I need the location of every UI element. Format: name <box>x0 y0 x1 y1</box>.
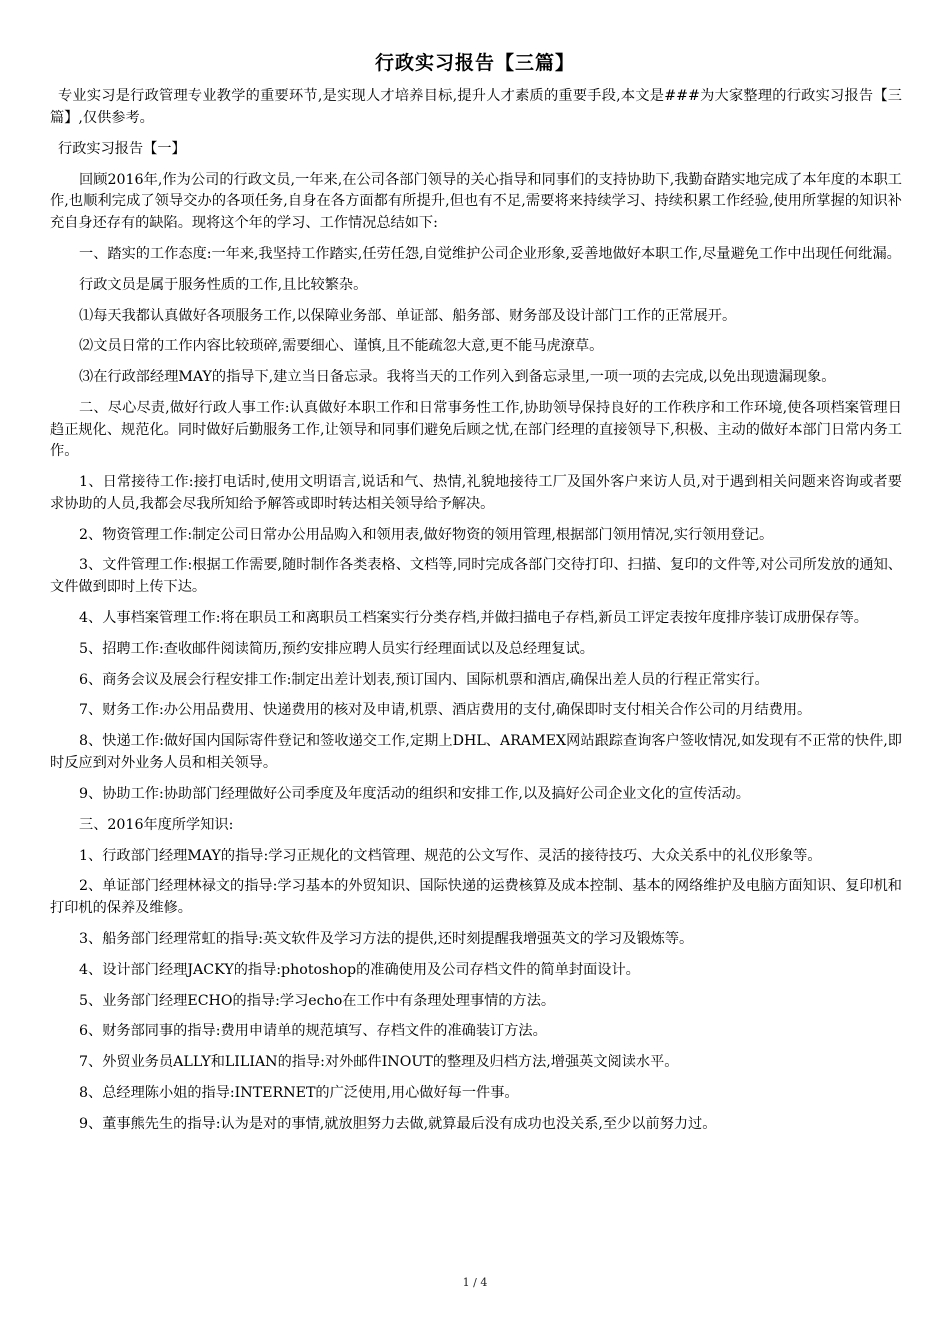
body-paragraph: 9、协助工作:协助部门经理做好公司季度及年度活动的组织和安排工作,以及搞好公司企业文化的宣传活动。 <box>79 785 750 802</box>
body-paragraph: 7、财务工作:办公用品费用、快递费用的核对及申请,机票、酒店费用的支付,确保即时支付相关合作公司的月结费用。 <box>79 702 812 719</box>
body-paragraph: 8、快递工作:做好国内国际寄件登记和签收递交工作,定期上DHL、ARAMEX网站跟踪查询客户签收情况,如发现有不正常的快件,即时反应到对外业务人员和相关领导。 <box>50 733 902 771</box>
body-paragraph: 1、日常接待工作:接打电话时,使用文明语言,说话和气、热情,礼貌地接待工厂及国外客户来访人员,对于遇到相关问题来咨询或者要求协助的人员,我都会尽我所知给予解答或即时转达相关领导给予解决。 <box>50 474 902 512</box>
body-paragraph: 2、单证部门经理林禄文的指导:学习基本的外贸知识、国际快递的运费核算及成本控制、基本的网络维护及电脑方面知识、复印机和打印机的保养及维修。 <box>50 878 902 916</box>
body-paragraph: ⑴每天我都认真做好各项服务工作,以保障业务部、单证部、船务部、财务部及设计部门工作的正常展开。 <box>79 307 737 324</box>
body-paragraph: ⑵文员日常的工作内容比较琐碎,需要细心、谨慎,且不能疏忽大意,更不能马虎潦草。 <box>79 338 604 355</box>
section-subtitle: 行政实习报告【一】 <box>58 141 186 157</box>
body-paragraph: 4、人事档案管理工作:将在职员工和离职员工档案实行分类存档,并做扫描电子存档,新员工评定表按年度排序装订成册保存等。 <box>79 609 868 626</box>
body-paragraph: 二、尽心尽责,做好行政人事工作:认真做好本职工作和日常事务性工作,协助领导保持良好的工作秩序和工作环境,使各项档案管理日趋正规化、规范化。同时做好后勤服务工作,让领导和同事们避免后顾之忧,在部门经理的直接领导下,积极、主动的做好本部门日常内务工作。 <box>50 400 902 460</box>
body-paragraph: 回顾2016年,作为公司的行政文员,一年来,在公司各部门领导的关心指导和同事们的支持协助下,我勤奋踏实地完成了本年度的本职工作,也顺利完成了领导交办的各项任务,自身在各方面都有所提升,但也有不足,需要将来持续学习、持续积累工作经验,使用所掌握的知识补充自身还存有的缺陷。现将这个年的学习、工作情况总结如下: <box>50 171 902 231</box>
body-paragraph: 一、踏实的工作态度:一年来,我坚持工作踏实,任劳任怨,自觉维护公司企业形象,妥善地做好本职工作,尽量避免工作中出现任何纰漏。 <box>79 245 901 262</box>
page-number: 1 / 4 <box>462 1276 488 1289</box>
body-paragraph: 1、行政部门经理MAY的指导:学习正规化的文档管理、规范的公文写作、灵活的接待技巧、大众关系中的礼仪形象等。 <box>79 847 822 864</box>
body-paragraph: 3、船务部门经理常虹的指导:英文软件及学习方法的提供,还时刻提醒我增强英文的学习及锻炼等。 <box>79 930 694 947</box>
body-paragraph: 行政文员是属于服务性质的工作,且比较繁杂。 <box>79 276 368 293</box>
body-paragraph: 3、文件管理工作:根据工作需要,随时制作各类表格、文档等,同时完成各部门交待打印、扫描、复印的文件等,对公司所发放的通知、文件做到即时上传下达。 <box>50 557 902 595</box>
paragraph-list <box>50 170 902 1136</box>
body-paragraph: 5、招聘工作:查收邮件阅读简历,预约安排应聘人员实行经理面试以及总经理复试。 <box>79 640 594 657</box>
document-title: 行政实习报告【三篇】 <box>374 52 575 74</box>
body-paragraph: 三、2016年度所学知识: <box>79 816 234 833</box>
intro-paragraph: 专业实习是行政管理专业教学的重要环节,是实现人才培养目标,提升人才素质的重要手段,本文是###为大家整理的行政实习报告【三篇】,仅供参考。 <box>50 88 902 126</box>
body-paragraph: 6、财务部同事的指导:费用申请单的规范填写、存档文件的准确装订方法。 <box>79 1023 547 1040</box>
body-paragraph: 9、董事熊先生的指导:认为是对的事情,就放胆努力去做,就算最后没有成功也没关系,至少以前努力过。 <box>79 1116 717 1133</box>
body-paragraph: 6、商务会议及展会行程安排工作:制定出差计划表,预订国内、国际机票和酒店,确保出差人员的行程正常实行。 <box>79 671 769 688</box>
body-paragraph: ⑶在行政部经理MAY的指导下,建立当日备忘录。我将当天的工作列入到备忘录里,一项一项的去完成,以免出现遗漏现象。 <box>79 369 836 386</box>
body-paragraph: 7、外贸业务员ALLY和LILIAN的指导:对外邮件INOUT的整理及归档方法,增强英文阅读水平。 <box>79 1054 679 1071</box>
body-paragraph: 8、总经理陈小姐的指导:INTERNET的广泛使用,用心做好每一件事。 <box>79 1085 519 1102</box>
body-paragraph: 4、设计部门经理JACKY的指导:photoshop的准确使用及公司存档文件的简单封面设计。 <box>79 961 640 978</box>
document-body <box>50 86 902 1145</box>
body-paragraph: 2、物资管理工作:制定公司日常办公用品购入和领用表,做好物资的领用管理,根据部门领用情况,实行领用登记。 <box>79 526 774 543</box>
body-paragraph: 5、业务部门经理ECHO的指导:学习echo在工作中有条理处理事情的方法。 <box>79 992 556 1009</box>
